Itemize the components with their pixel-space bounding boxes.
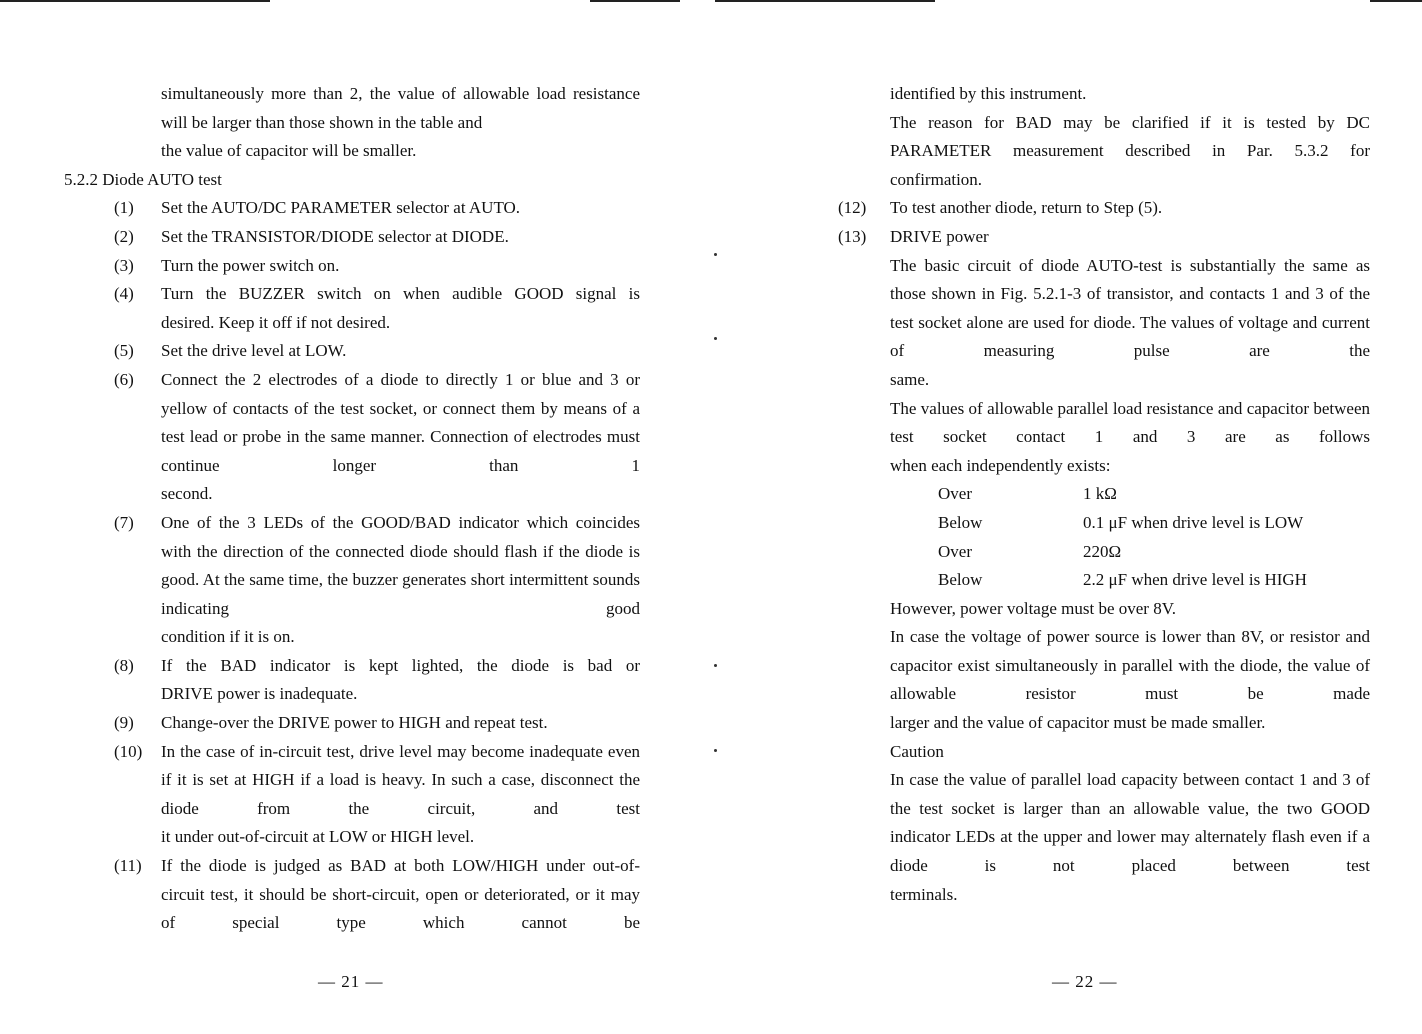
scan-speck — [714, 253, 717, 256]
step-text: To test another diode, return to Step (5). — [890, 198, 1163, 218]
continuation-text: simultaneously more than 2, the value of allowable load resistance will be larger than those shown in the table and — [161, 84, 640, 132]
step-text: In the case of in-circuit test, drive level may become inadequate even if it is set at HIGH if a load is heavy. In such a case, disconnect the diode from the circuit, and test — [161, 741, 640, 818]
continuation-line: identified by this instrument. — [890, 84, 1087, 103]
page-number: — 21 — — [318, 972, 384, 991]
step-item — [64, 709, 640, 738]
left-page — [64, 80, 640, 938]
step-item — [64, 738, 640, 852]
drive-power-paragraph-last: same. — [890, 369, 930, 389]
continuation-paragraph — [64, 80, 640, 166]
step-item — [64, 280, 640, 337]
step-text: Turn the power switch on. — [161, 255, 340, 275]
spec-row — [838, 566, 1370, 595]
spec-condition: Below — [938, 512, 983, 532]
spec-condition: Below — [938, 570, 983, 590]
spec-value: 1 kΩ — [1083, 484, 1117, 504]
spec-row — [838, 480, 1370, 509]
step-text-last: second. — [161, 484, 213, 504]
step-item — [64, 337, 640, 366]
step-item — [64, 509, 640, 652]
step-number: (3) — [114, 255, 134, 275]
spec-value: 220Ω — [1083, 541, 1122, 561]
spec-condition: Over — [938, 541, 972, 561]
step-text: Set the TRANSISTOR/DIODE selector at DIODE. — [161, 226, 509, 246]
page-number: — 22 — — [1052, 972, 1118, 991]
step-number: (1) — [114, 198, 134, 218]
spec-row — [838, 509, 1370, 538]
step-number: (4) — [114, 284, 134, 304]
scan-edge-line — [590, 0, 680, 2]
step-text: Turn the BUZZER switch on when audible GOOD signal is — [161, 284, 640, 304]
continuation-last-line: the value of capacitor will be smaller. — [161, 141, 417, 161]
step-text: Set the AUTO/DC PARAMETER selector at AUTO. — [161, 198, 521, 218]
low-voltage-paragraph-last: larger and the value of capacitor must be made smaller. — [890, 713, 1266, 733]
spec-table — [838, 480, 1370, 594]
step-text: Set the drive level at LOW. — [161, 341, 347, 361]
step-number: (11) — [114, 856, 142, 876]
step-number: (12) — [838, 198, 867, 218]
step-text: Connect the 2 electrodes of a diode to directly 1 or blue and 3 or yellow of contacts of the test socket, or connect them by means of a test lead or probe in the same manner. Connection of electrodes must continue longer than 1 — [161, 369, 640, 475]
step-text: If the diode is judged as BAD at both LOW/HIGH under out-of-circuit test, it should be short-circuit, open or deteriorated, or it may of special type which cannot be — [161, 856, 640, 933]
spec-row — [838, 538, 1370, 567]
step-item — [64, 252, 640, 281]
step-item — [64, 194, 640, 223]
step-number: (6) — [114, 369, 134, 389]
step-number: (2) — [114, 226, 134, 246]
step-item — [64, 366, 640, 509]
continuation-paragraph — [838, 80, 1370, 194]
step-item — [64, 652, 640, 709]
section-heading: 5.2.2 Diode AUTO test — [64, 169, 222, 189]
scan-speck — [714, 749, 717, 752]
step-number: (8) — [114, 655, 134, 675]
scan-edge-line — [1370, 0, 1422, 2]
continuation-last-line: confirmation. — [890, 169, 983, 189]
power-voltage-note: However, power voltage must be over 8V. — [890, 598, 1177, 618]
scan-edge-line — [0, 0, 270, 2]
step-text-last: DRIVE power is inadequate. — [161, 684, 358, 704]
scan-speck — [714, 664, 717, 667]
step-number: (5) — [114, 341, 134, 361]
caution-paragraph-last: terminals. — [890, 884, 958, 904]
spec-value: 2.2 μF when drive level is HIGH — [1083, 570, 1307, 590]
step-item — [64, 852, 640, 938]
spec-value: 0.1 μF when drive level is LOW — [1083, 512, 1304, 532]
step-item — [838, 194, 1370, 223]
step-number: (7) — [114, 512, 134, 532]
step-item — [838, 223, 1370, 909]
step-title: DRIVE power — [890, 226, 989, 246]
scan-edge-line — [715, 0, 935, 2]
step-number: (9) — [114, 713, 134, 733]
low-voltage-paragraph: In case the voltage of power source is lower than 8V, or resistor and capacitor exist simultaneously in parallel with the diode, the value of allowable resistor must be made — [890, 627, 1370, 704]
step-text-last: condition if it is on. — [161, 627, 295, 647]
step-number: (10) — [114, 741, 143, 761]
step-number: (13) — [838, 226, 867, 246]
allowable-load-paragraph-last: when each independently exists: — [890, 455, 1111, 475]
step-text: Change-over the DRIVE power to HIGH and repeat test. — [161, 713, 548, 733]
caution-heading: Caution — [890, 741, 944, 761]
step-text-last: desired. Keep it off if not desired. — [161, 312, 391, 332]
step-text: One of the 3 LEDs of the GOOD/BAD indicator which coincides with the direction of the connected diode should flash if the diode is good. At the same time, the buzzer generates short intermittent sounds indicating good — [161, 512, 640, 618]
right-page — [838, 80, 1370, 909]
spec-condition: Over — [938, 484, 972, 504]
continuation-text: The reason for BAD may be clarified if it is tested by DC PARAMETER measurement described in Par. 5.3.2 for — [890, 112, 1370, 161]
caution-paragraph: In case the value of parallel load capacity between contact 1 and 3 of the test socket is larger than an allowable value, the two GOOD indicator LEDs at the upper and lower may alternately flash even if a diode is not placed between test — [890, 770, 1370, 876]
allowable-load-paragraph: The values of allowable parallel load resistance and capacitor between test socket contact 1 and 3 are as follows — [890, 398, 1370, 447]
step-text-last: it under out-of-circuit at LOW or HIGH level. — [161, 827, 475, 847]
drive-power-paragraph: The basic circuit of diode AUTO-test is substantially the same as those shown in Fig. 5.2.1-3 of transistor, and contacts 1 and 3 of the test socket alone are used for diode. The values of voltage and current of measuring pulse are the — [890, 255, 1370, 361]
scan-speck — [714, 337, 717, 340]
step-text: If the BAD indicator is kept lighted, the diode is bad or — [161, 655, 640, 675]
step-item — [64, 223, 640, 252]
